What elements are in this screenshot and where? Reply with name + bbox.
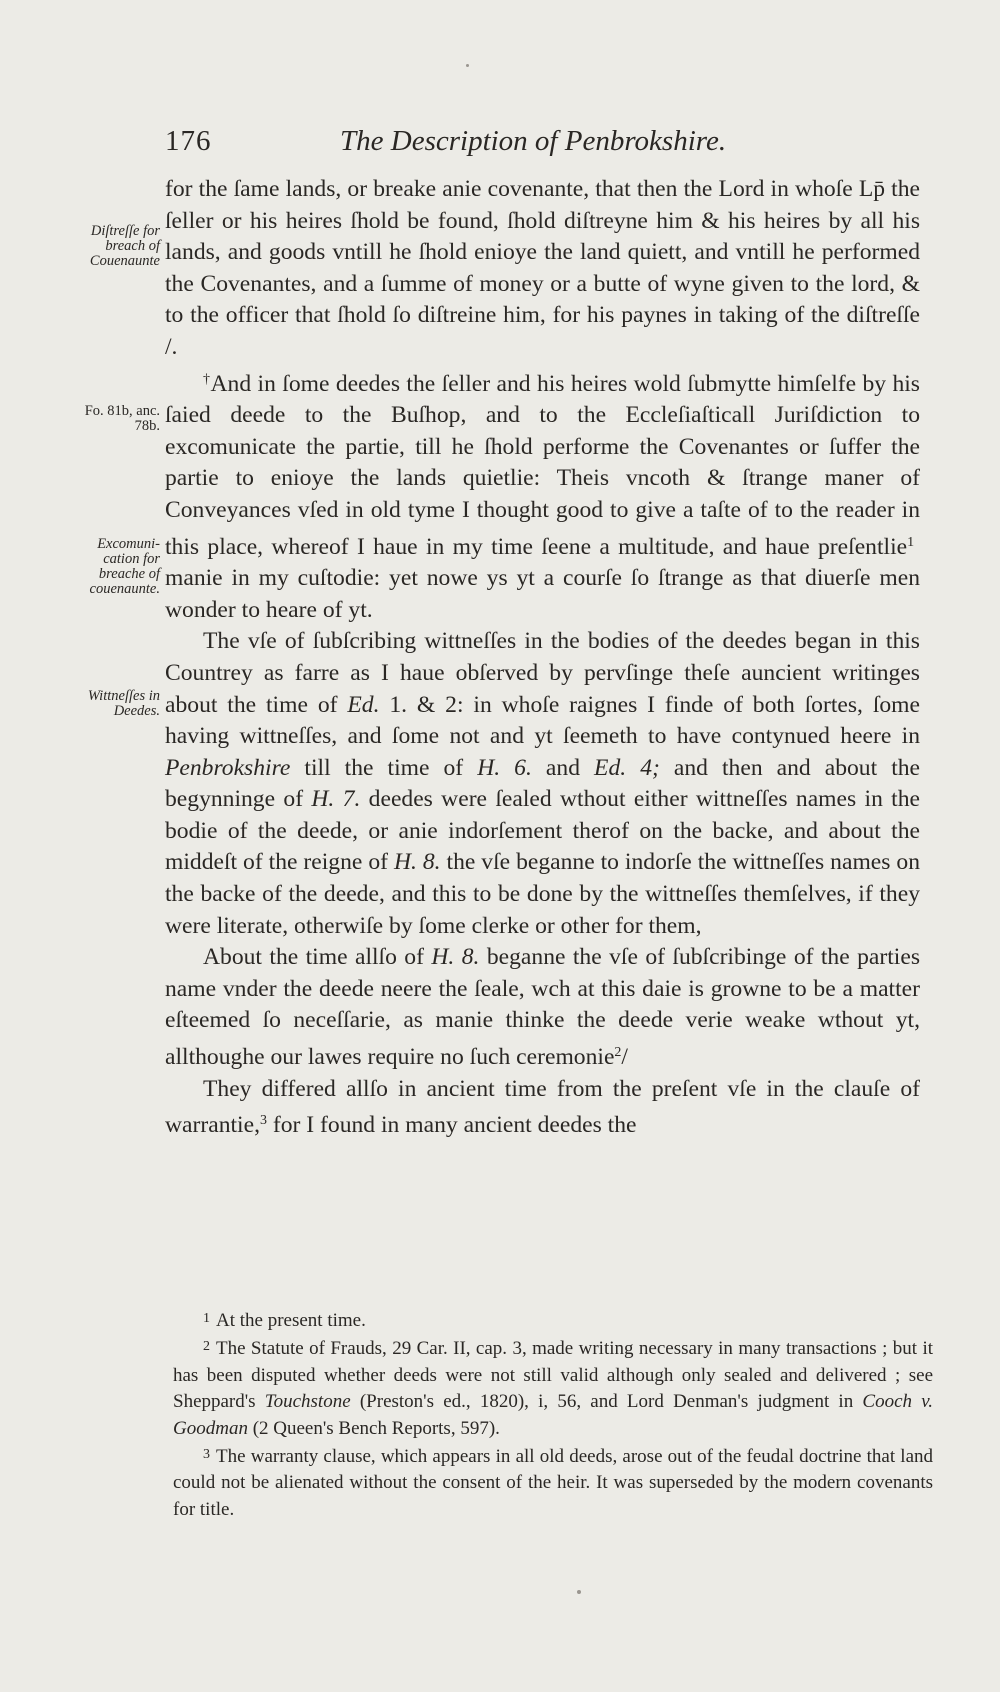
footnotes bbox=[173, 1306, 933, 1523]
footnote-ref-2: 2 bbox=[614, 1045, 622, 1061]
paragraph-4: About the time allſo of H. 8. beganne the vſe of ſubſcribinge of the parties name vnder the deede neere the ſeale, wch at this daie is growne to be a matter eſteemed ſo neceſſarie, as manie thinke the deede verie weake wthout yt, allthoughe our lawes require no ſuch ceremonie$^2$/ bbox=[165, 944, 920, 1071]
running-title: The Description of Penbrokshire. bbox=[340, 125, 727, 157]
body-text bbox=[165, 174, 920, 1142]
paragraph-3: The vſe of ſubſcribing wittneſſes in the bodies of the deedes began in this Countrey as farre as I haue obſerved by pervſinge theſe auncient writinges about the time of Ed. 1. & 2: in whoſe raignes I finde of both ſortes, ſome having wittneſſes, and ſome not and yt ſeemeth to have contynued heere in Penbrokshire till the time of H. 6. and Ed. 4; and then and about the begynninge of H. 7. deedes were ſealed wthout either wittneſſes names in the bodie of the deede, or anie indorſement therof on the backe, and about the middeſt of the reigne of H. 8. the vſe beganne to indorſe the wittneſſes names on the backe of the deede, and this to be done by the wittneſſes themſelves, if they were literate, otherwiſe by ſome clerke or other for them, bbox=[165, 628, 921, 939]
page-header bbox=[165, 125, 935, 165]
page-number: 176 bbox=[165, 125, 212, 157]
margin-note-excomunication: Excomuni- cation for breache of couenaunte. bbox=[89, 536, 160, 597]
paragraph-5: They differed allſo in ancient time from the preſent vſe in the clauſe of warrantie,$^3$ for I found in many ancient deedes the bbox=[165, 1075, 920, 1139]
footnote-ref-3: 3 bbox=[259, 1113, 267, 1129]
paragraph-1: for the ſame lands, or breake anie covenante, that then the Lord in whoſe Lp̄ the ſeller or his heires ſhold be found, ſhold diſtreyne him & his heires by all his lands, and goods vntill he ſhold enioye the land quiett, and vntill he performed the Covenantes, and a ſumme of money or a butte of wyne given to the lord, & to the officer that ſhold ſo diſtreine him, for his paynes in taking of the diſtreſſe /. bbox=[165, 176, 920, 360]
footnote-3: $^3$ The warranty clause, which appears in all old deeds, arose out of the feudal doctrine that land could not be alienated without the consent of the heir. It was superseded by the modern covenants for title. bbox=[173, 1446, 933, 1520]
paragraph-2: †And in ſome deedes the ſeller and his heires wold ſubmytte himſelfe by his ſaied deede to the Buſhop, and to the Eccleſiaſticall Juriſdiction to excomunicate the partie, till he ſhold performe the Covenantes or ſuffer the partie to enioye the lands quietlie: Theis vncoth & ſtrange maner of Conveyances vſed in old tyme I thought good to give a taſte of to the reader in this place, whereof I haue in my time ſeene a multitude, and haue preſentlie$^1$manie in my cuſtodie: yet nowe ys yt a courſe ſo ſtrange as that diuerſe men wonder to heare of yt. bbox=[165, 370, 920, 623]
footnote-1: $^1$ At the present time. bbox=[203, 1310, 366, 1331]
paper-speck bbox=[466, 64, 469, 67]
margin-note-wittnesses: Wittneſſes in Deedes. bbox=[87, 688, 160, 719]
paper-speck bbox=[577, 1590, 581, 1594]
dagger-mark: † bbox=[203, 371, 211, 387]
footnote-2: $^2$ The Statute of Frauds, 29 Car. II, cap. 3, made writing necessary in many transactions ; but it has been disputed whether deeds were not still valid although only sealed and delivered ; see Sheppard's Touchstone (Preston's ed., 1820), i, 56, and Lord Denman's judgment in Cooch v. Goodman (2 Queen's Bench Reports, 597). bbox=[173, 1338, 933, 1439]
margin-note-folio: Fo. 81b, anc. 78b. bbox=[84, 403, 160, 434]
footnote-ref-1: 1 bbox=[907, 534, 915, 550]
margin-note-distresse: Diſtreſſe for breach of Couenaunte bbox=[89, 223, 160, 269]
